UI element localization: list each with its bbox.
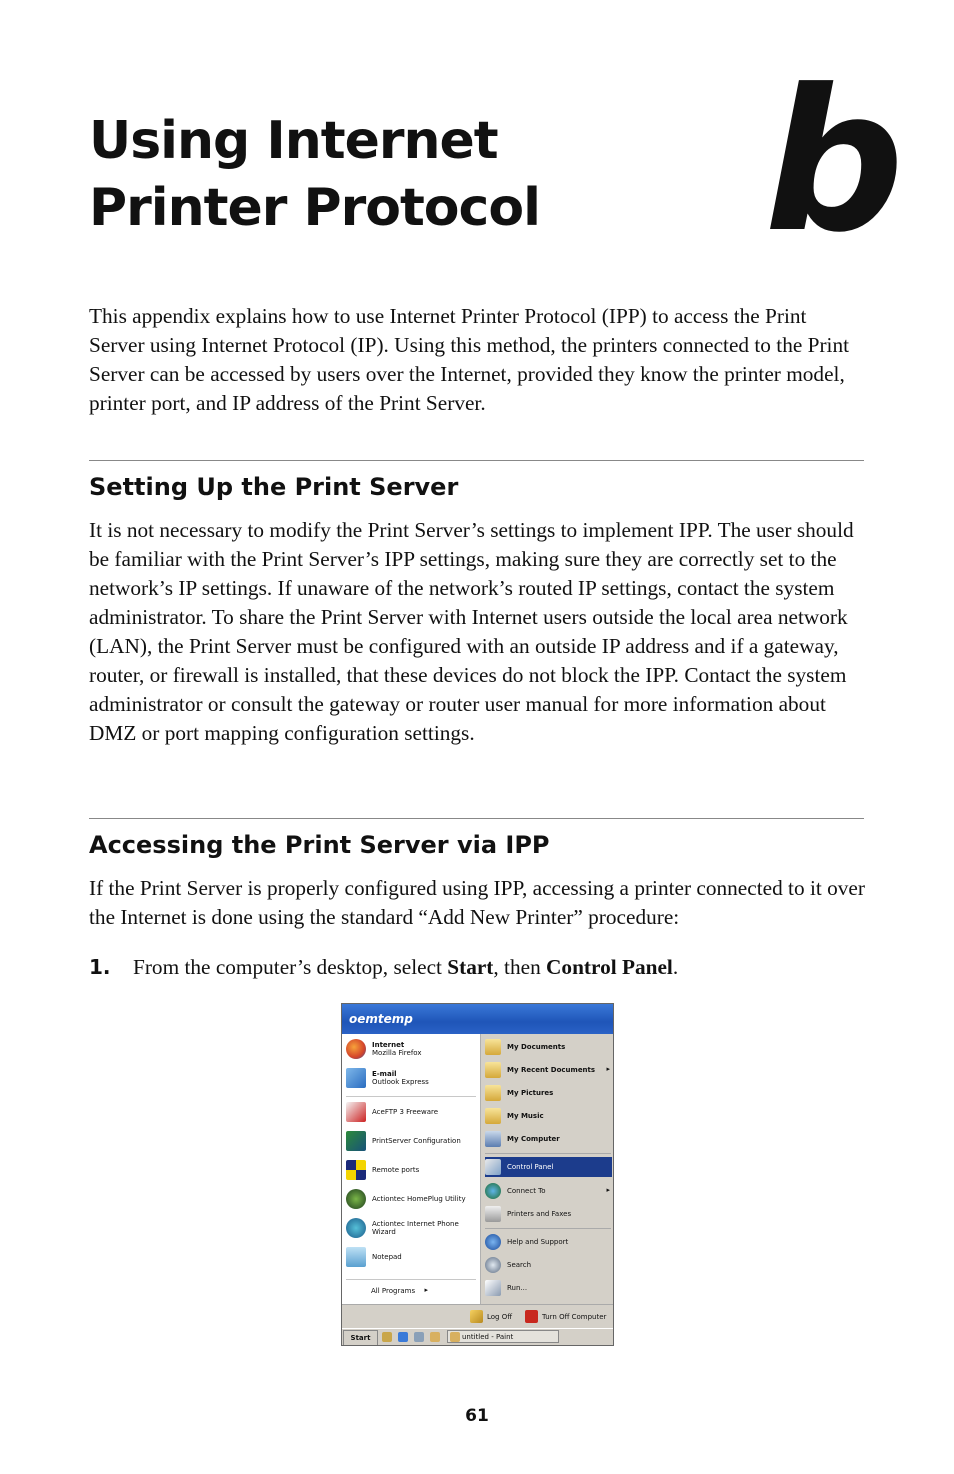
access-paragraph: If the Print Server is properly configured using IPP, accessing a printer connected to it over the Internet is done using the standard “Add New Printer” procedure: [89, 876, 865, 929]
appendix-letter: b [764, 48, 899, 276]
menu-item-aceftp[interactable] [346, 1100, 478, 1126]
arrow-right-icon: ▸ [606, 1186, 610, 1194]
menu-item-label: My Recent Documents [507, 1066, 596, 1074]
start-menu-header [342, 1004, 613, 1034]
menu-item-label: My Pictures [507, 1089, 554, 1097]
section-heading-setup: Setting Up the Print Server [89, 473, 459, 501]
menu-item-my-pictures[interactable] [485, 1083, 612, 1103]
menu-item-label: My Documents [507, 1043, 566, 1051]
step-text [133, 953, 678, 982]
start-menu-right-pane [480, 1034, 614, 1304]
paint-icon [450, 1332, 460, 1342]
run-icon [485, 1280, 501, 1296]
menu-item-notepad[interactable] [346, 1245, 478, 1271]
menu-item-label: Remote ports [372, 1166, 420, 1174]
menu-item-label: Actiontec HomePlug Utility [372, 1195, 466, 1203]
user-name: oemtemp [349, 1012, 413, 1026]
menu-item-label: Connect To [507, 1187, 546, 1195]
setup-paragraph: It is not necessary to modify the Print Server’s settings to implement IPP. The user should be familiar with the Print Server’s IPP settings, making sure they are correctly set to the network’s IP settings. If unaware of the network’s routed IP settings, contact the system administrator. To share the Print Server with Internet users outside the local area network (LAN), the Print Server must be configured with an outside IP address and if a gateway, router, or firewall is installed, that these devices do not block the IPP. Contact the system administrator or consult the gateway or router user manual for more information about DMZ or port mapping configuration settings. [89, 518, 854, 745]
menu-item-search[interactable] [485, 1255, 612, 1275]
printserver-icon [346, 1131, 366, 1151]
printer-icon [485, 1206, 501, 1222]
notepad-icon [346, 1247, 366, 1267]
all-programs-button[interactable] [346, 1282, 478, 1300]
quick-launch-icon[interactable] [382, 1332, 392, 1342]
arrow-right-icon: ▸ [424, 1286, 428, 1294]
power-icon [525, 1310, 538, 1323]
step-number: 1. [89, 955, 111, 979]
menu-separator [485, 1153, 611, 1154]
globe-icon [485, 1183, 501, 1199]
task-label: untitled - Paint [462, 1333, 514, 1341]
menu-item-label [372, 1070, 429, 1086]
menu-separator [485, 1228, 611, 1229]
search-icon [485, 1257, 501, 1273]
menu-separator [346, 1279, 476, 1280]
menu-item-label: Help and Support [507, 1238, 569, 1246]
log-off-label: Log Off [487, 1313, 513, 1321]
menu-separator [346, 1096, 476, 1097]
menu-item-printers-faxes[interactable] [485, 1204, 612, 1224]
menu-item-help-support[interactable] [485, 1232, 612, 1252]
step-control-panel-term: Control Panel [546, 955, 673, 979]
menu-item-email[interactable] [346, 1066, 478, 1092]
menu-item-phone-wizard[interactable] [346, 1216, 478, 1242]
chapter-title-line-2: Printer Protocol [89, 178, 540, 238]
menu-item-subtitle: Outlook Express [372, 1078, 429, 1086]
menu-item-label: PrintServer Configuration [372, 1137, 461, 1145]
page-number: 61 [465, 1406, 489, 1426]
phone-wizard-icon [346, 1218, 366, 1238]
taskbar-task-paint[interactable] [447, 1330, 559, 1343]
quick-launch-icon[interactable] [398, 1332, 408, 1342]
menu-item-connect-to[interactable] [485, 1181, 612, 1201]
menu-item-title: E-mail [372, 1070, 397, 1078]
menu-item-my-computer[interactable] [485, 1129, 612, 1149]
chapter-title [89, 108, 540, 242]
menu-item-remote-ports[interactable] [346, 1158, 478, 1184]
menu-item-homeplug[interactable] [346, 1187, 478, 1213]
step-text-part: . [672, 955, 679, 979]
computer-icon [485, 1131, 501, 1147]
menu-item-label: Control Panel [507, 1163, 554, 1171]
quick-launch-icon[interactable] [414, 1332, 424, 1342]
menu-item-label: Printers and Faxes [507, 1210, 572, 1218]
ftp-icon [346, 1102, 366, 1122]
menu-item-my-recent-documents[interactable] [485, 1060, 612, 1080]
folder-icon [485, 1085, 501, 1101]
menu-item-internet[interactable] [346, 1037, 478, 1063]
chapter-title-line-1: Using Internet [89, 111, 498, 171]
menu-item-label [372, 1041, 422, 1057]
start-menu-screenshot [341, 1003, 614, 1346]
menu-item-label: My Computer [507, 1135, 560, 1143]
folder-icon [485, 1039, 501, 1055]
menu-item-label: Notepad [372, 1253, 402, 1261]
menu-item-title: Internet [372, 1041, 405, 1049]
section-divider [89, 460, 864, 461]
key-icon [470, 1310, 483, 1323]
menu-item-label: Search [507, 1261, 532, 1269]
quick-launch-icon[interactable] [430, 1332, 440, 1342]
homeplug-icon [346, 1189, 366, 1209]
menu-item-subtitle: Mozilla Firefox [372, 1049, 422, 1057]
help-icon [485, 1234, 501, 1250]
menu-item-label: Run... [507, 1284, 528, 1292]
menu-item-run[interactable] [485, 1278, 612, 1298]
folder-icon [485, 1062, 501, 1078]
menu-item-my-documents[interactable] [485, 1037, 612, 1057]
intro-paragraph: This appendix explains how to use Internet Printer Protocol (IPP) to access the Print Server using Internet Protocol (IP). Using this method, the printers connected to the Print Server can be accessed by users over the Internet, provided they know the printer model, printer port, and IP address of the Print Server. [89, 304, 850, 415]
section-heading-access: Accessing the Print Server via IPP [89, 831, 550, 859]
menu-item-my-music[interactable] [485, 1106, 612, 1126]
menu-item-label: Actiontec Internet Phone Wizard [372, 1220, 459, 1236]
control-panel-icon [485, 1159, 501, 1175]
start-menu-left-pane [342, 1034, 480, 1304]
step-text-part: , then [493, 955, 547, 979]
firefox-icon [346, 1039, 366, 1059]
step-start-term: Start [447, 955, 494, 979]
section-divider [89, 818, 864, 819]
start-menu-footer [342, 1304, 613, 1329]
outlook-express-icon [346, 1068, 366, 1088]
all-programs-label: All Programs [371, 1287, 416, 1295]
arrow-right-icon: ▸ [606, 1065, 610, 1073]
menu-item-label: My Music [507, 1112, 544, 1120]
start-button[interactable] [343, 1330, 378, 1346]
taskbar [342, 1328, 613, 1346]
folder-icon [485, 1108, 501, 1124]
start-label: Start [350, 1334, 371, 1342]
step-text-part: From the computer’s desktop, select [133, 955, 448, 979]
menu-item-label: AceFTP 3 Freeware [372, 1108, 439, 1116]
menu-item-control-panel[interactable] [485, 1157, 612, 1177]
turn-off-label: Turn Off Computer [542, 1313, 607, 1321]
remote-ports-icon [346, 1160, 366, 1180]
menu-item-printserver[interactable] [346, 1129, 478, 1155]
